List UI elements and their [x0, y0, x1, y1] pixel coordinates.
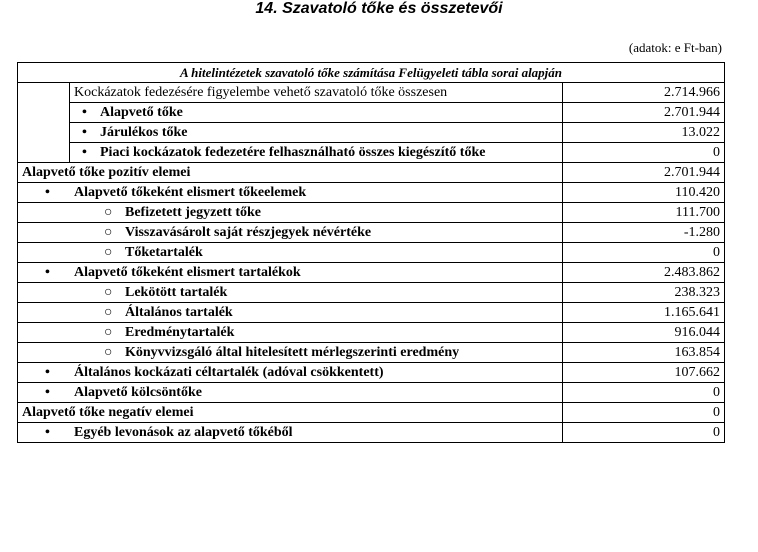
row-value: 2.714.966: [563, 83, 725, 103]
bullet-icon: •: [82, 125, 87, 140]
table-row: [18, 263, 725, 283]
row-value: 111.700: [563, 203, 725, 223]
row-label: Alapvető tőke negatív elemei: [18, 403, 563, 423]
row-label: Kockázatok fedezésére figyelembe vehető szavatoló tőke összesen: [70, 83, 563, 103]
row-value: 0: [563, 403, 725, 423]
row-label: Egyéb levonások az alapvető tőkéből: [74, 425, 293, 440]
table-row: [18, 183, 725, 203]
table-row: [18, 363, 725, 383]
circle-bullet-icon: ○: [104, 305, 113, 320]
bullet-icon: •: [45, 365, 50, 380]
circle-bullet-icon: ○: [104, 325, 113, 340]
bullet-icon: •: [45, 385, 50, 400]
row-value: 110.420: [563, 183, 725, 203]
row-value: 0: [563, 243, 725, 263]
row-value: 0: [563, 383, 725, 403]
row-value: 2.483.862: [563, 263, 725, 283]
table-row: [18, 283, 725, 303]
table-row: [18, 123, 725, 143]
table-row: [18, 243, 725, 263]
row-value: 107.662: [563, 363, 725, 383]
table-row: [18, 383, 725, 403]
table-row: [18, 203, 725, 223]
table-row: [18, 423, 725, 443]
row-value: 0: [563, 143, 725, 163]
circle-bullet-icon: ○: [104, 245, 113, 260]
unit-note: (adatok: e Ft-ban): [628, 40, 722, 55]
row-label: Lekötött tartalék: [125, 285, 228, 300]
row-label: Járulékos tőke: [100, 125, 188, 140]
table-row: [18, 223, 725, 243]
bullet-icon: •: [45, 425, 50, 440]
row-value: 2.701.944: [563, 103, 725, 123]
row-value: 238.323: [563, 283, 725, 303]
bullet-icon: •: [45, 185, 50, 200]
row-label: Alapvető tőkeként elismert tartalékok: [74, 265, 301, 280]
row-label: Alapvető tőke: [100, 105, 183, 120]
row-label: Visszavásárolt saját részjegyek névértéke: [125, 225, 372, 240]
table-row: [18, 303, 725, 323]
row-value: 1.165.641: [563, 303, 725, 323]
circle-bullet-icon: ○: [104, 285, 113, 300]
circle-bullet-icon: ○: [104, 225, 113, 240]
table-header-row: [18, 63, 725, 83]
row-label: Alapvető tőke pozitív elemei: [18, 163, 563, 183]
bullet-icon: •: [82, 105, 87, 120]
row-value: 0: [563, 423, 725, 443]
table-row: [18, 143, 725, 163]
row-value: 2.701.944: [563, 163, 725, 183]
table-header: A hitelintézetek szavatoló tőke számítása Felügyeleti tábla sorai alapján: [18, 63, 725, 83]
circle-bullet-icon: ○: [104, 205, 113, 220]
row-value: 916.044: [563, 323, 725, 343]
page-title: 14. Szavatoló tőke és összetevői: [255, 0, 503, 17]
table-row: [18, 163, 725, 183]
row-label: Könyvvizsgáló által hitelesített mérlegszerinti eredmény: [125, 345, 460, 360]
row-label: Piaci kockázatok fedezetére felhasználható összes kiegészítő tőke: [100, 145, 486, 160]
table-row: [18, 343, 725, 363]
row-label: Tőketartalék: [125, 245, 203, 260]
table-row: [18, 83, 725, 103]
table-row: [18, 103, 725, 123]
table-row: [18, 403, 725, 423]
indent-cell: [18, 83, 70, 163]
row-label: Befizetett jegyzett tőke: [125, 205, 262, 220]
bullet-icon: •: [82, 145, 87, 160]
row-label: Általános kockázati céltartalék (adóval csökkentett): [74, 365, 384, 380]
capital-table: [17, 62, 725, 443]
bullet-icon: •: [45, 265, 50, 280]
row-label: Alapvető tőkeként elismert tőkeelemek: [74, 185, 307, 200]
circle-bullet-icon: ○: [104, 345, 113, 360]
row-label: Alapvető kölcsöntőke: [74, 385, 202, 400]
table-row: [18, 323, 725, 343]
row-value: -1.280: [563, 223, 725, 243]
row-value: 13.022: [563, 123, 725, 143]
row-value: 163.854: [563, 343, 725, 363]
row-label: Általános tartalék: [125, 305, 233, 320]
row-label: Eredménytartalék: [125, 325, 235, 340]
